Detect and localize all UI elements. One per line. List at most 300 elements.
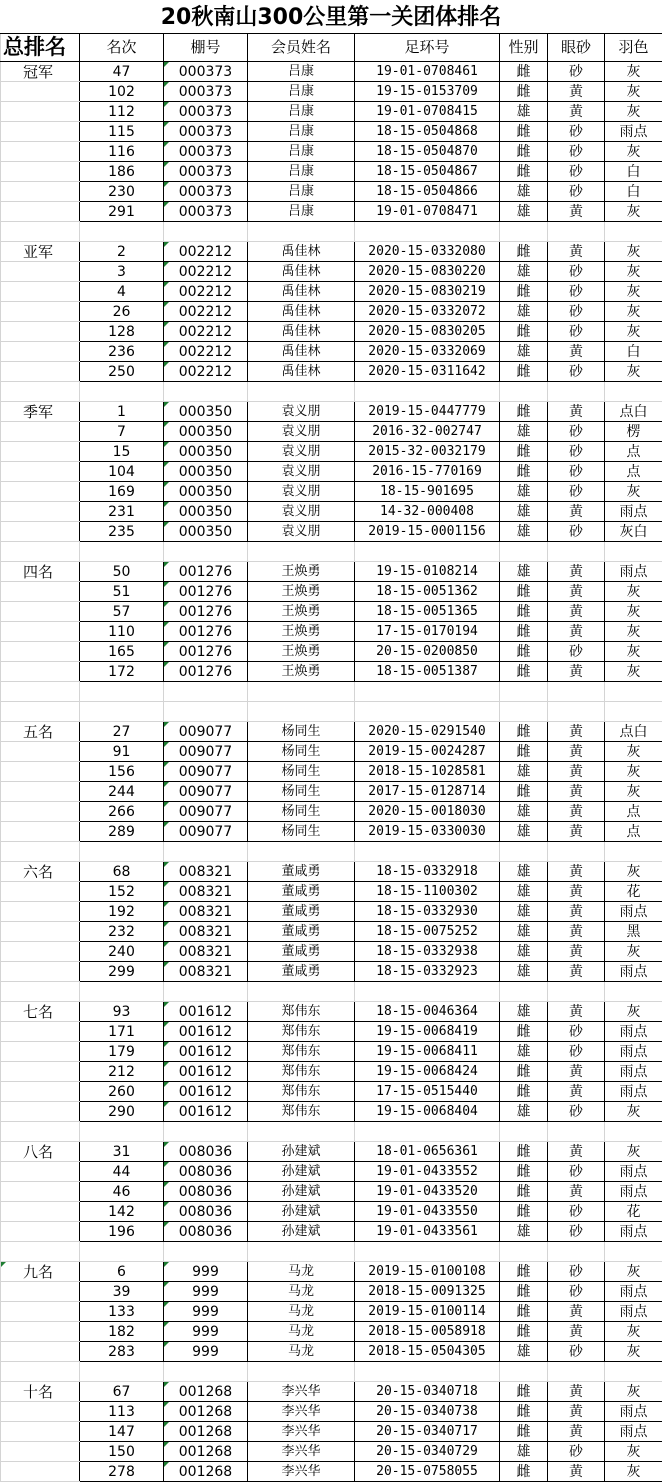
rank-cell[interactable] xyxy=(1,822,80,842)
sex-cell[interactable]: 雄 xyxy=(500,802,548,822)
place-cell[interactable]: 212 xyxy=(80,1062,164,1082)
rank-cell[interactable] xyxy=(1,462,80,482)
table-row[interactable] xyxy=(1,722,662,742)
table-row[interactable] xyxy=(1,942,662,962)
ring-number-cell[interactable] xyxy=(355,1122,500,1142)
sex-cell[interactable]: 雄 xyxy=(500,262,548,282)
ring-number-cell[interactable] xyxy=(355,702,500,722)
sex-cell[interactable]: 雌 xyxy=(500,1302,548,1322)
member-name-cell[interactable]: 袁义朋 xyxy=(248,482,355,502)
ring-number-cell[interactable]: 19-15-0153709 xyxy=(355,82,500,102)
eye-sign-cell[interactable]: 砂 xyxy=(548,182,605,202)
ring-number-cell[interactable]: 2020-15-0830220 xyxy=(355,262,500,282)
member-name-cell[interactable]: 禹佳林 xyxy=(248,322,355,342)
feather-color-cell[interactable]: 黑 xyxy=(605,922,662,942)
feather-color-cell[interactable]: 灰 xyxy=(605,242,662,262)
ring-number-cell[interactable] xyxy=(355,842,500,862)
table-row[interactable] xyxy=(1,422,662,442)
place-cell[interactable]: 113 xyxy=(80,1402,164,1422)
rank-cell[interactable] xyxy=(1,602,80,622)
rank-cell[interactable] xyxy=(1,1302,80,1322)
rank-cell[interactable] xyxy=(1,1022,80,1042)
rank-cell[interactable] xyxy=(1,902,80,922)
eye-sign-cell[interactable] xyxy=(548,1362,605,1382)
table-row[interactable] xyxy=(1,1302,662,1322)
feather-color-cell[interactable]: 灰 xyxy=(605,82,662,102)
feather-color-cell[interactable]: 雨点 xyxy=(605,1402,662,1422)
eye-sign-cell[interactable]: 砂 xyxy=(548,1102,605,1122)
loft-number-cell[interactable]: 001612 xyxy=(164,1102,248,1122)
member-name-cell[interactable]: 袁义朋 xyxy=(248,502,355,522)
ring-number-cell[interactable]: 19-01-0433520 xyxy=(355,1182,500,1202)
member-name-cell[interactable]: 吕康 xyxy=(248,122,355,142)
sex-cell[interactable]: 雄 xyxy=(500,1222,548,1242)
eye-sign-cell[interactable]: 砂 xyxy=(548,162,605,182)
table-row[interactable] xyxy=(1,342,662,362)
eye-sign-header[interactable]: 眼砂 xyxy=(548,34,605,62)
place-cell[interactable]: 51 xyxy=(80,582,164,602)
place-cell[interactable]: 47 xyxy=(80,62,164,82)
loft-number-cell[interactable]: 009077 xyxy=(164,802,248,822)
loft-number-cell[interactable]: 000373 xyxy=(164,182,248,202)
feather-color-cell[interactable] xyxy=(605,702,662,722)
ring-number-cell[interactable]: 14-32-000408 xyxy=(355,502,500,522)
ring-number-cell[interactable]: 18-15-0504868 xyxy=(355,122,500,142)
eye-sign-cell[interactable]: 黄 xyxy=(548,342,605,362)
ring-number-cell[interactable]: 18-15-0332930 xyxy=(355,902,500,922)
loft-number-cell[interactable]: 001268 xyxy=(164,1382,248,1402)
loft-number-cell[interactable]: 002212 xyxy=(164,282,248,302)
rank-cell[interactable] xyxy=(1,802,80,822)
sex-cell[interactable]: 雌 xyxy=(500,742,548,762)
feather-color-cell[interactable]: 灰 xyxy=(605,262,662,282)
ring-number-cell[interactable]: 2019-15-0447779 xyxy=(355,402,500,422)
place-cell[interactable]: 44 xyxy=(80,1162,164,1182)
member-name-cell[interactable]: 郑伟东 xyxy=(248,1082,355,1102)
eye-sign-cell[interactable]: 黄 xyxy=(548,1302,605,1322)
sex-cell[interactable]: 雌 xyxy=(500,1022,548,1042)
ring-number-cell[interactable]: 19-01-0708461 xyxy=(355,62,500,82)
place-cell[interactable] xyxy=(80,1242,164,1262)
rank-cell[interactable] xyxy=(1,582,80,602)
ring-number-cell[interactable]: 2017-15-0128714 xyxy=(355,782,500,802)
eye-sign-cell[interactable] xyxy=(548,222,605,242)
table-row[interactable] xyxy=(1,182,662,202)
feather-color-cell[interactable]: 灰 xyxy=(605,1322,662,1342)
rank-cell[interactable] xyxy=(1,1182,80,1202)
rank-cell[interactable] xyxy=(1,942,80,962)
place-cell[interactable]: 3 xyxy=(80,262,164,282)
sex-cell[interactable]: 雌 xyxy=(500,1282,548,1302)
loft-number-cell[interactable]: 009077 xyxy=(164,742,248,762)
feather-color-cell[interactable]: 点白 xyxy=(605,722,662,742)
place-cell[interactable]: 169 xyxy=(80,482,164,502)
place-cell[interactable]: 266 xyxy=(80,802,164,822)
feather-color-cell[interactable]: 灰 xyxy=(605,1002,662,1022)
rank-cell[interactable] xyxy=(1,982,80,1002)
feather-color-cell[interactable]: 灰 xyxy=(605,1342,662,1362)
sex-cell[interactable]: 雌 xyxy=(500,462,548,482)
ring-number-cell[interactable]: 2019-15-0100114 xyxy=(355,1302,500,1322)
place-cell[interactable]: 182 xyxy=(80,1322,164,1342)
place-cell[interactable]: 27 xyxy=(80,722,164,742)
eye-sign-cell[interactable]: 砂 xyxy=(548,1282,605,1302)
member-name-cell[interactable]: 郑伟东 xyxy=(248,1102,355,1122)
ring-number-cell[interactable]: 2020-15-0332069 xyxy=(355,342,500,362)
sex-cell[interactable]: 雌 xyxy=(500,362,548,382)
feather-color-cell[interactable]: 点 xyxy=(605,462,662,482)
eye-sign-cell[interactable]: 砂 xyxy=(548,302,605,322)
rank-cell[interactable] xyxy=(1,1262,80,1282)
eye-sign-cell[interactable]: 黄 xyxy=(548,622,605,642)
loft-number-cell[interactable]: 009077 xyxy=(164,822,248,842)
member-name-cell[interactable]: 李兴华 xyxy=(248,1422,355,1442)
table-row[interactable] xyxy=(1,962,662,982)
ring-number-cell[interactable]: 20-15-0340738 xyxy=(355,1402,500,1422)
table-row[interactable] xyxy=(1,1282,662,1302)
ring-number-cell[interactable] xyxy=(355,1362,500,1382)
ring-number-cell[interactable] xyxy=(355,542,500,562)
member-name-cell[interactable]: 郑伟东 xyxy=(248,1002,355,1022)
rank-cell[interactable] xyxy=(1,362,80,382)
sex-cell[interactable]: 雌 xyxy=(500,242,548,262)
place-cell[interactable] xyxy=(80,682,164,702)
loft-number-cell[interactable]: 002212 xyxy=(164,362,248,382)
loft-number-cell[interactable]: 999 xyxy=(164,1322,248,1342)
feather-color-cell[interactable]: 灰 xyxy=(605,322,662,342)
ring-number-cell[interactable]: 2016-15-770169 xyxy=(355,462,500,482)
table-row[interactable] xyxy=(1,522,662,542)
sex-cell[interactable]: 雌 xyxy=(500,322,548,342)
rank-cell[interactable] xyxy=(1,1042,80,1062)
ring-number-cell[interactable]: 2018-15-0058918 xyxy=(355,1322,500,1342)
eye-sign-cell[interactable]: 黄 xyxy=(548,1402,605,1422)
sex-cell[interactable]: 雄 xyxy=(500,202,548,222)
place-cell[interactable]: 171 xyxy=(80,1022,164,1042)
loft-number-cell[interactable]: 000373 xyxy=(164,122,248,142)
feather-color-cell[interactable]: 灰 xyxy=(605,282,662,302)
feather-color-cell[interactable]: 雨点 xyxy=(605,562,662,582)
feather-color-cell[interactable]: 雨点 xyxy=(605,1022,662,1042)
feather-color-cell[interactable]: 灰 xyxy=(605,102,662,122)
feather-color-cell[interactable]: 雨点 xyxy=(605,502,662,522)
member-name-cell[interactable]: 马龙 xyxy=(248,1262,355,1282)
ring-number-cell[interactable]: 2016-32-002747 xyxy=(355,422,500,442)
sex-cell[interactable]: 雌 xyxy=(500,282,548,302)
eye-sign-cell[interactable]: 砂 xyxy=(548,422,605,442)
rank-cell[interactable] xyxy=(1,502,80,522)
member-name-cell[interactable] xyxy=(248,842,355,862)
loft-number-cell[interactable] xyxy=(164,1362,248,1382)
rank-cell[interactable] xyxy=(1,182,80,202)
eye-sign-cell[interactable]: 黄 xyxy=(548,1002,605,1022)
member-name-cell[interactable]: 孙建斌 xyxy=(248,1182,355,1202)
ring-number-cell[interactable]: 20-15-0340718 xyxy=(355,1382,500,1402)
sex-cell[interactable]: 雄 xyxy=(500,562,548,582)
feather-color-cell[interactable] xyxy=(605,1362,662,1382)
sex-cell[interactable]: 雄 xyxy=(500,942,548,962)
place-cell[interactable] xyxy=(80,542,164,562)
member-name-cell[interactable]: 董咸勇 xyxy=(248,882,355,902)
rank-cell[interactable] xyxy=(1,542,80,562)
sex-cell[interactable] xyxy=(500,1122,548,1142)
eye-sign-cell[interactable]: 砂 xyxy=(548,442,605,462)
rank-cell[interactable] xyxy=(1,1342,80,1362)
sex-cell[interactable]: 雄 xyxy=(500,482,548,502)
member-name-cell[interactable]: 吕康 xyxy=(248,142,355,162)
place-cell[interactable]: 250 xyxy=(80,362,164,382)
rank-cell[interactable] xyxy=(1,1362,80,1382)
loft-number-cell[interactable] xyxy=(164,542,248,562)
loft-number-cell[interactable]: 999 xyxy=(164,1302,248,1322)
sex-cell[interactable]: 雄 xyxy=(500,922,548,942)
rank-cell[interactable] xyxy=(1,1422,80,1442)
sex-cell[interactable]: 雌 xyxy=(500,1402,548,1422)
loft-number-cell[interactable]: 000350 xyxy=(164,422,248,442)
eye-sign-cell[interactable]: 砂 xyxy=(548,322,605,342)
ring-number-cell[interactable]: 20-15-0340717 xyxy=(355,1422,500,1442)
member-name-cell[interactable] xyxy=(248,1242,355,1262)
feather-color-cell[interactable]: 灰 xyxy=(605,202,662,222)
eye-sign-cell[interactable]: 砂 xyxy=(548,142,605,162)
member-name-header[interactable]: 会员姓名 xyxy=(248,34,355,62)
loft-number-cell[interactable]: 000350 xyxy=(164,502,248,522)
table-row[interactable] xyxy=(1,1422,662,1442)
member-name-cell[interactable]: 吕康 xyxy=(248,82,355,102)
feather-color-cell[interactable]: 雨点 xyxy=(605,1222,662,1242)
eye-sign-cell[interactable]: 黄 xyxy=(548,662,605,682)
ring-number-cell[interactable]: 18-15-0332938 xyxy=(355,942,500,962)
feather-color-cell[interactable]: 灰 xyxy=(605,62,662,82)
rank-cell[interactable] xyxy=(1,1082,80,1102)
place-cell[interactable]: 165 xyxy=(80,642,164,662)
member-name-cell[interactable]: 孙建斌 xyxy=(248,1222,355,1242)
sex-cell[interactable]: 雌 xyxy=(500,162,548,182)
loft-number-cell[interactable]: 001612 xyxy=(164,1042,248,1062)
table-row[interactable] xyxy=(1,902,662,922)
member-name-cell[interactable]: 禹佳林 xyxy=(248,302,355,322)
eye-sign-cell[interactable] xyxy=(548,842,605,862)
loft-number-cell[interactable]: 009077 xyxy=(164,762,248,782)
table-row[interactable] xyxy=(1,1262,662,1282)
ring-number-cell[interactable]: 18-15-0504870 xyxy=(355,142,500,162)
eye-sign-cell[interactable]: 黄 xyxy=(548,1382,605,1402)
sex-cell[interactable]: 雄 xyxy=(500,1042,548,1062)
member-name-cell[interactable]: 孙建斌 xyxy=(248,1202,355,1222)
member-name-cell[interactable]: 李兴华 xyxy=(248,1382,355,1402)
table-row[interactable] xyxy=(1,922,662,942)
loft-number-cell[interactable]: 000350 xyxy=(164,442,248,462)
ring-number-cell[interactable]: 2019-15-0001156 xyxy=(355,522,500,542)
feather-color-header[interactable]: 羽色 xyxy=(605,34,662,62)
sex-cell[interactable]: 雄 xyxy=(500,822,548,842)
feather-color-cell[interactable]: 灰 xyxy=(605,1442,662,1462)
ring-number-cell[interactable]: 18-15-0504866 xyxy=(355,182,500,202)
table-row[interactable] xyxy=(1,1202,662,1222)
loft-number-cell[interactable]: 008321 xyxy=(164,902,248,922)
table-row[interactable] xyxy=(1,202,662,222)
ring-number-cell[interactable]: 19-01-0433552 xyxy=(355,1162,500,1182)
rank-cell[interactable] xyxy=(1,682,80,702)
table-row[interactable] xyxy=(1,1082,662,1102)
loft-number-cell[interactable]: 000373 xyxy=(164,62,248,82)
member-name-cell[interactable] xyxy=(248,382,355,402)
place-cell[interactable]: 179 xyxy=(80,1042,164,1062)
sex-cell[interactable]: 雌 xyxy=(500,1262,548,1282)
place-cell[interactable]: 291 xyxy=(80,202,164,222)
ring-number-cell[interactable] xyxy=(355,222,500,242)
eye-sign-cell[interactable] xyxy=(548,982,605,1002)
place-cell[interactable]: 31 xyxy=(80,1142,164,1162)
ring-number-cell[interactable]: 18-15-0075252 xyxy=(355,922,500,942)
loft-number-cell[interactable]: 002212 xyxy=(164,322,248,342)
loft-number-cell[interactable]: 999 xyxy=(164,1282,248,1302)
sex-cell[interactable]: 雌 xyxy=(500,722,548,742)
place-cell[interactable] xyxy=(80,1362,164,1382)
loft-number-cell[interactable]: 009077 xyxy=(164,782,248,802)
eye-sign-cell[interactable]: 黄 xyxy=(548,82,605,102)
sex-cell[interactable]: 雄 xyxy=(500,882,548,902)
feather-color-cell[interactable]: 雨点 xyxy=(605,1182,662,1202)
ring-number-cell[interactable]: 18-15-0504867 xyxy=(355,162,500,182)
feather-color-cell[interactable]: 白 xyxy=(605,182,662,202)
place-cell[interactable]: 147 xyxy=(80,1422,164,1442)
table-row[interactable] xyxy=(1,1322,662,1342)
feather-color-cell[interactable]: 白 xyxy=(605,162,662,182)
sex-cell[interactable]: 雄 xyxy=(500,502,548,522)
place-cell[interactable]: 192 xyxy=(80,902,164,922)
loft-number-cell[interactable]: 001276 xyxy=(164,602,248,622)
table-row[interactable] xyxy=(1,502,662,522)
ring-number-cell[interactable]: 18-15-0046364 xyxy=(355,1002,500,1022)
eye-sign-cell[interactable]: 黄 xyxy=(548,722,605,742)
eye-sign-cell[interactable]: 砂 xyxy=(548,1162,605,1182)
member-name-cell[interactable]: 孙建斌 xyxy=(248,1142,355,1162)
loft-number-cell[interactable] xyxy=(164,702,248,722)
place-cell[interactable]: 240 xyxy=(80,942,164,962)
loft-number-cell[interactable]: 999 xyxy=(164,1262,248,1282)
feather-color-cell[interactable]: 灰 xyxy=(605,602,662,622)
loft-number-cell[interactable] xyxy=(164,1122,248,1142)
loft-number-cell[interactable]: 001612 xyxy=(164,1062,248,1082)
rank-cell[interactable]: 十名 xyxy=(1,1382,80,1402)
rank-cell[interactable] xyxy=(1,742,80,762)
table-row[interactable] xyxy=(1,482,662,502)
place-cell[interactable]: 39 xyxy=(80,1282,164,1302)
member-name-cell[interactable]: 董咸勇 xyxy=(248,922,355,942)
feather-color-cell[interactable]: 点 xyxy=(605,442,662,462)
loft-number-cell[interactable]: 001612 xyxy=(164,1002,248,1022)
table-row[interactable] xyxy=(1,122,662,142)
member-name-cell[interactable]: 杨同生 xyxy=(248,822,355,842)
rank-cell[interactable]: 季军 xyxy=(1,402,80,422)
ring-number-cell[interactable]: 19-15-0068411 xyxy=(355,1042,500,1062)
rank-cell[interactable] xyxy=(1,522,80,542)
rank-cell[interactable] xyxy=(1,642,80,662)
sex-cell[interactable]: 雄 xyxy=(500,1002,548,1022)
eye-sign-cell[interactable]: 砂 xyxy=(548,1342,605,1362)
sex-cell[interactable] xyxy=(500,842,548,862)
rank-cell[interactable] xyxy=(1,162,80,182)
eye-sign-cell[interactable]: 砂 xyxy=(548,1222,605,1242)
table-row[interactable] xyxy=(1,662,662,682)
eye-sign-cell[interactable]: 黄 xyxy=(548,1462,605,1482)
feather-color-cell[interactable]: 灰 xyxy=(605,942,662,962)
sex-cell[interactable] xyxy=(500,382,548,402)
rank-cell[interactable]: 亚军 xyxy=(1,242,80,262)
table-row[interactable] xyxy=(1,402,662,422)
loft-number-cell[interactable]: 001276 xyxy=(164,622,248,642)
eye-sign-cell[interactable]: 砂 xyxy=(548,482,605,502)
loft-number-cell[interactable]: 000373 xyxy=(164,162,248,182)
rank-cell[interactable]: 五名 xyxy=(1,722,80,742)
rank-cell[interactable] xyxy=(1,842,80,862)
ring-number-cell[interactable]: 17-15-0170194 xyxy=(355,622,500,642)
member-name-cell[interactable]: 董咸勇 xyxy=(248,902,355,922)
member-name-cell[interactable]: 李兴华 xyxy=(248,1402,355,1422)
eye-sign-cell[interactable]: 黄 xyxy=(548,962,605,982)
member-name-cell[interactable]: 王焕勇 xyxy=(248,642,355,662)
rank-cell[interactable]: 六名 xyxy=(1,862,80,882)
member-name-cell[interactable]: 李兴华 xyxy=(248,1462,355,1482)
table-row[interactable] xyxy=(1,1442,662,1462)
loft-number-cell[interactable]: 001612 xyxy=(164,1082,248,1102)
rank-cell[interactable] xyxy=(1,1122,80,1142)
eye-sign-cell[interactable]: 砂 xyxy=(548,362,605,382)
sex-cell[interactable]: 雌 xyxy=(500,442,548,462)
loft-number-cell[interactable] xyxy=(164,682,248,702)
feather-color-cell[interactable]: 雨点 xyxy=(605,1082,662,1102)
rank-cell[interactable]: 八名 xyxy=(1,1142,80,1162)
member-name-cell[interactable]: 马龙 xyxy=(248,1342,355,1362)
eye-sign-cell[interactable] xyxy=(548,1242,605,1262)
member-name-cell[interactable]: 孙建斌 xyxy=(248,1162,355,1182)
member-name-cell[interactable]: 王焕勇 xyxy=(248,662,355,682)
sex-cell[interactable]: 雌 xyxy=(500,582,548,602)
rank-cell[interactable]: 七名 xyxy=(1,1002,80,1022)
member-name-cell[interactable]: 袁义朋 xyxy=(248,522,355,542)
member-name-cell[interactable] xyxy=(248,222,355,242)
eye-sign-cell[interactable]: 黄 xyxy=(548,202,605,222)
place-cell[interactable]: 150 xyxy=(80,1442,164,1462)
feather-color-cell[interactable] xyxy=(605,382,662,402)
eye-sign-cell[interactable]: 黄 xyxy=(548,582,605,602)
table-row[interactable] xyxy=(1,1022,662,1042)
eye-sign-cell[interactable]: 黄 xyxy=(548,922,605,942)
member-name-cell[interactable]: 袁义朋 xyxy=(248,442,355,462)
member-name-cell[interactable]: 杨同生 xyxy=(248,802,355,822)
sex-cell[interactable] xyxy=(500,222,548,242)
rank-cell[interactable] xyxy=(1,1282,80,1302)
eye-sign-cell[interactable]: 黄 xyxy=(548,1082,605,1102)
feather-color-cell[interactable] xyxy=(605,842,662,862)
ring-number-cell[interactable]: 2020-15-0018030 xyxy=(355,802,500,822)
eye-sign-cell[interactable]: 砂 xyxy=(548,1442,605,1462)
rank-cell[interactable] xyxy=(1,422,80,442)
place-cell[interactable]: 93 xyxy=(80,1002,164,1022)
table-row[interactable] xyxy=(1,1462,662,1482)
ring-number-cell[interactable] xyxy=(355,982,500,1002)
feather-color-cell[interactable]: 点 xyxy=(605,802,662,822)
rank-cell[interactable] xyxy=(1,442,80,462)
feather-color-cell[interactable]: 白 xyxy=(605,342,662,362)
member-name-cell[interactable]: 吕康 xyxy=(248,162,355,182)
eye-sign-cell[interactable]: 砂 xyxy=(548,262,605,282)
feather-color-cell[interactable] xyxy=(605,1242,662,1262)
feather-color-cell[interactable]: 点白 xyxy=(605,402,662,422)
eye-sign-cell[interactable]: 砂 xyxy=(548,1202,605,1222)
member-name-cell[interactable] xyxy=(248,1362,355,1382)
